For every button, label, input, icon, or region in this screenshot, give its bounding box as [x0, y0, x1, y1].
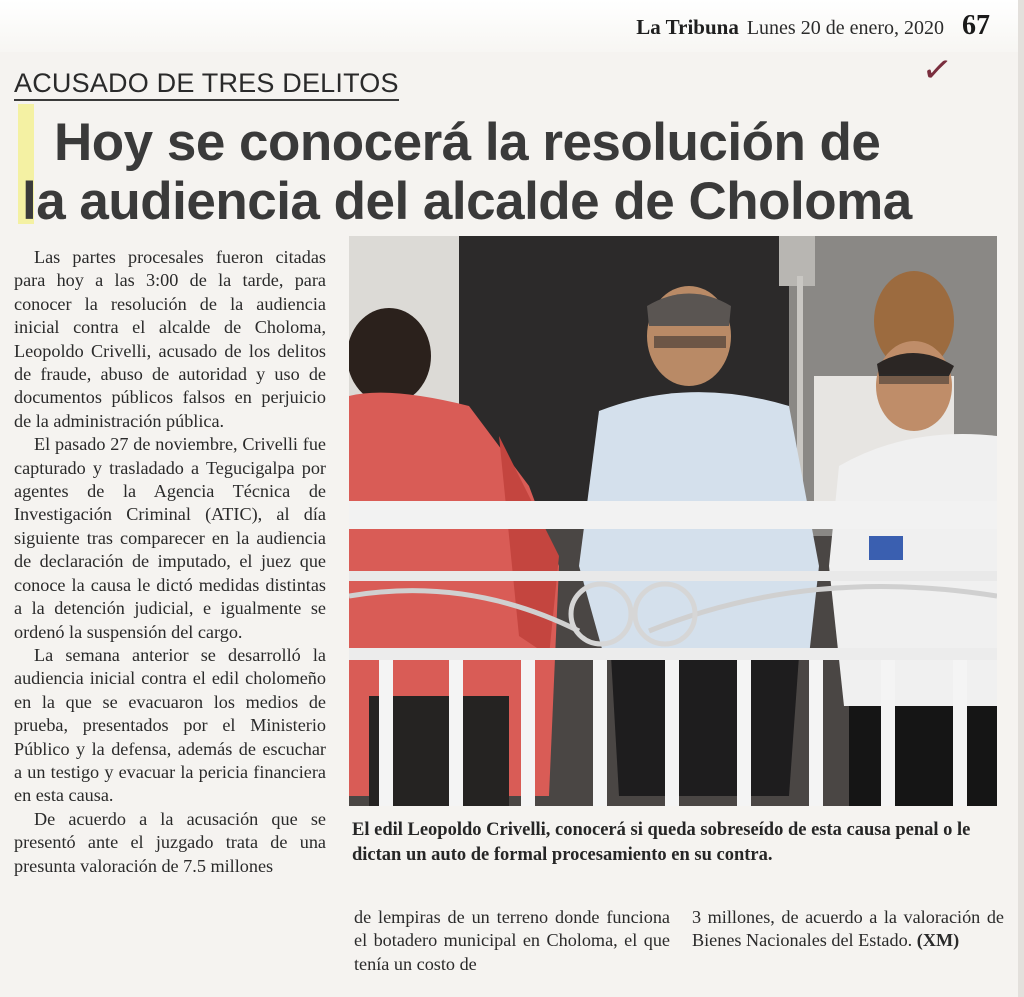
page-number: 67	[962, 10, 990, 41]
article-column-3	[692, 906, 1004, 953]
scan-edge	[1018, 0, 1024, 997]
article-paragraph: de lempiras de un terreno donde funciona el botadero municipal en Choloma, el que tenía un costo de	[354, 907, 670, 974]
photo-illustration	[349, 236, 997, 806]
article-column-1	[14, 246, 326, 878]
issue-date: Lunes 20 de enero, 2020	[746, 17, 944, 39]
article-kicker: ACUSADO DE TRES DELITOS	[14, 68, 399, 101]
closing-text: 3 millones, de acuerdo a la valoración de Bienes Nacionales del Estado.	[692, 907, 1004, 951]
masthead	[636, 10, 990, 50]
article-headline	[14, 113, 1014, 231]
article-paragraph: La semana anterior se desarrolló la audiencia inicial contra el edil cholomeño en la que se evacuaron los medios de prueba, presentados por el Ministerio Público y la defensa, además de escuchar a un testigo y evacuar la pericia financiera en esta causa.	[14, 644, 326, 806]
check-mark-icon: ✓	[919, 48, 955, 93]
news-photo	[349, 236, 997, 806]
publication-name: La Tribuna	[636, 15, 739, 39]
article-paragraph: Las partes procesales fueron citadas para hoy a las 3:00 de la tarde, para conocer la resolución de la audiencia inicial contra el alcalde de Choloma, Leopoldo Crivelli, acusado de los delitos de fraude, abuso de autoridad y uso de documentos públicos falsos en perjuicio de la administración pública.	[14, 247, 326, 431]
article-column-2	[354, 906, 670, 976]
author-signature: (XM)	[916, 930, 960, 951]
article-paragraph: El pasado 27 de noviembre, Crivelli fue capturado y trasladado a Tegucigalpa por agentes de la Agencia Técnica de Investigación Criminal (ATIC), al día siguiente tras comparecer en la audiencia de declaración de imputado, el juez que conoce la causa le dictó medidas distintas a la detención judicial, e igualmente se ordenó la suspensión del cargo.	[14, 434, 326, 642]
article-paragraph: De acuerdo a la acusación que se presentó ante el juzgado trata de una presunta valoración de 7.5 millones	[14, 808, 326, 876]
photo-caption: El edil Leopoldo Crivelli, conocerá si queda sobreseído de esta causa penal o le dictan un auto de formal procesamiento en su contra.	[352, 820, 971, 865]
article-paragraph-end	[692, 906, 1004, 953]
headline-line-2: la audiencia del alcalde de Choloma	[22, 172, 912, 231]
headline-line-1: Hoy se conocerá la resolución de	[54, 113, 881, 172]
